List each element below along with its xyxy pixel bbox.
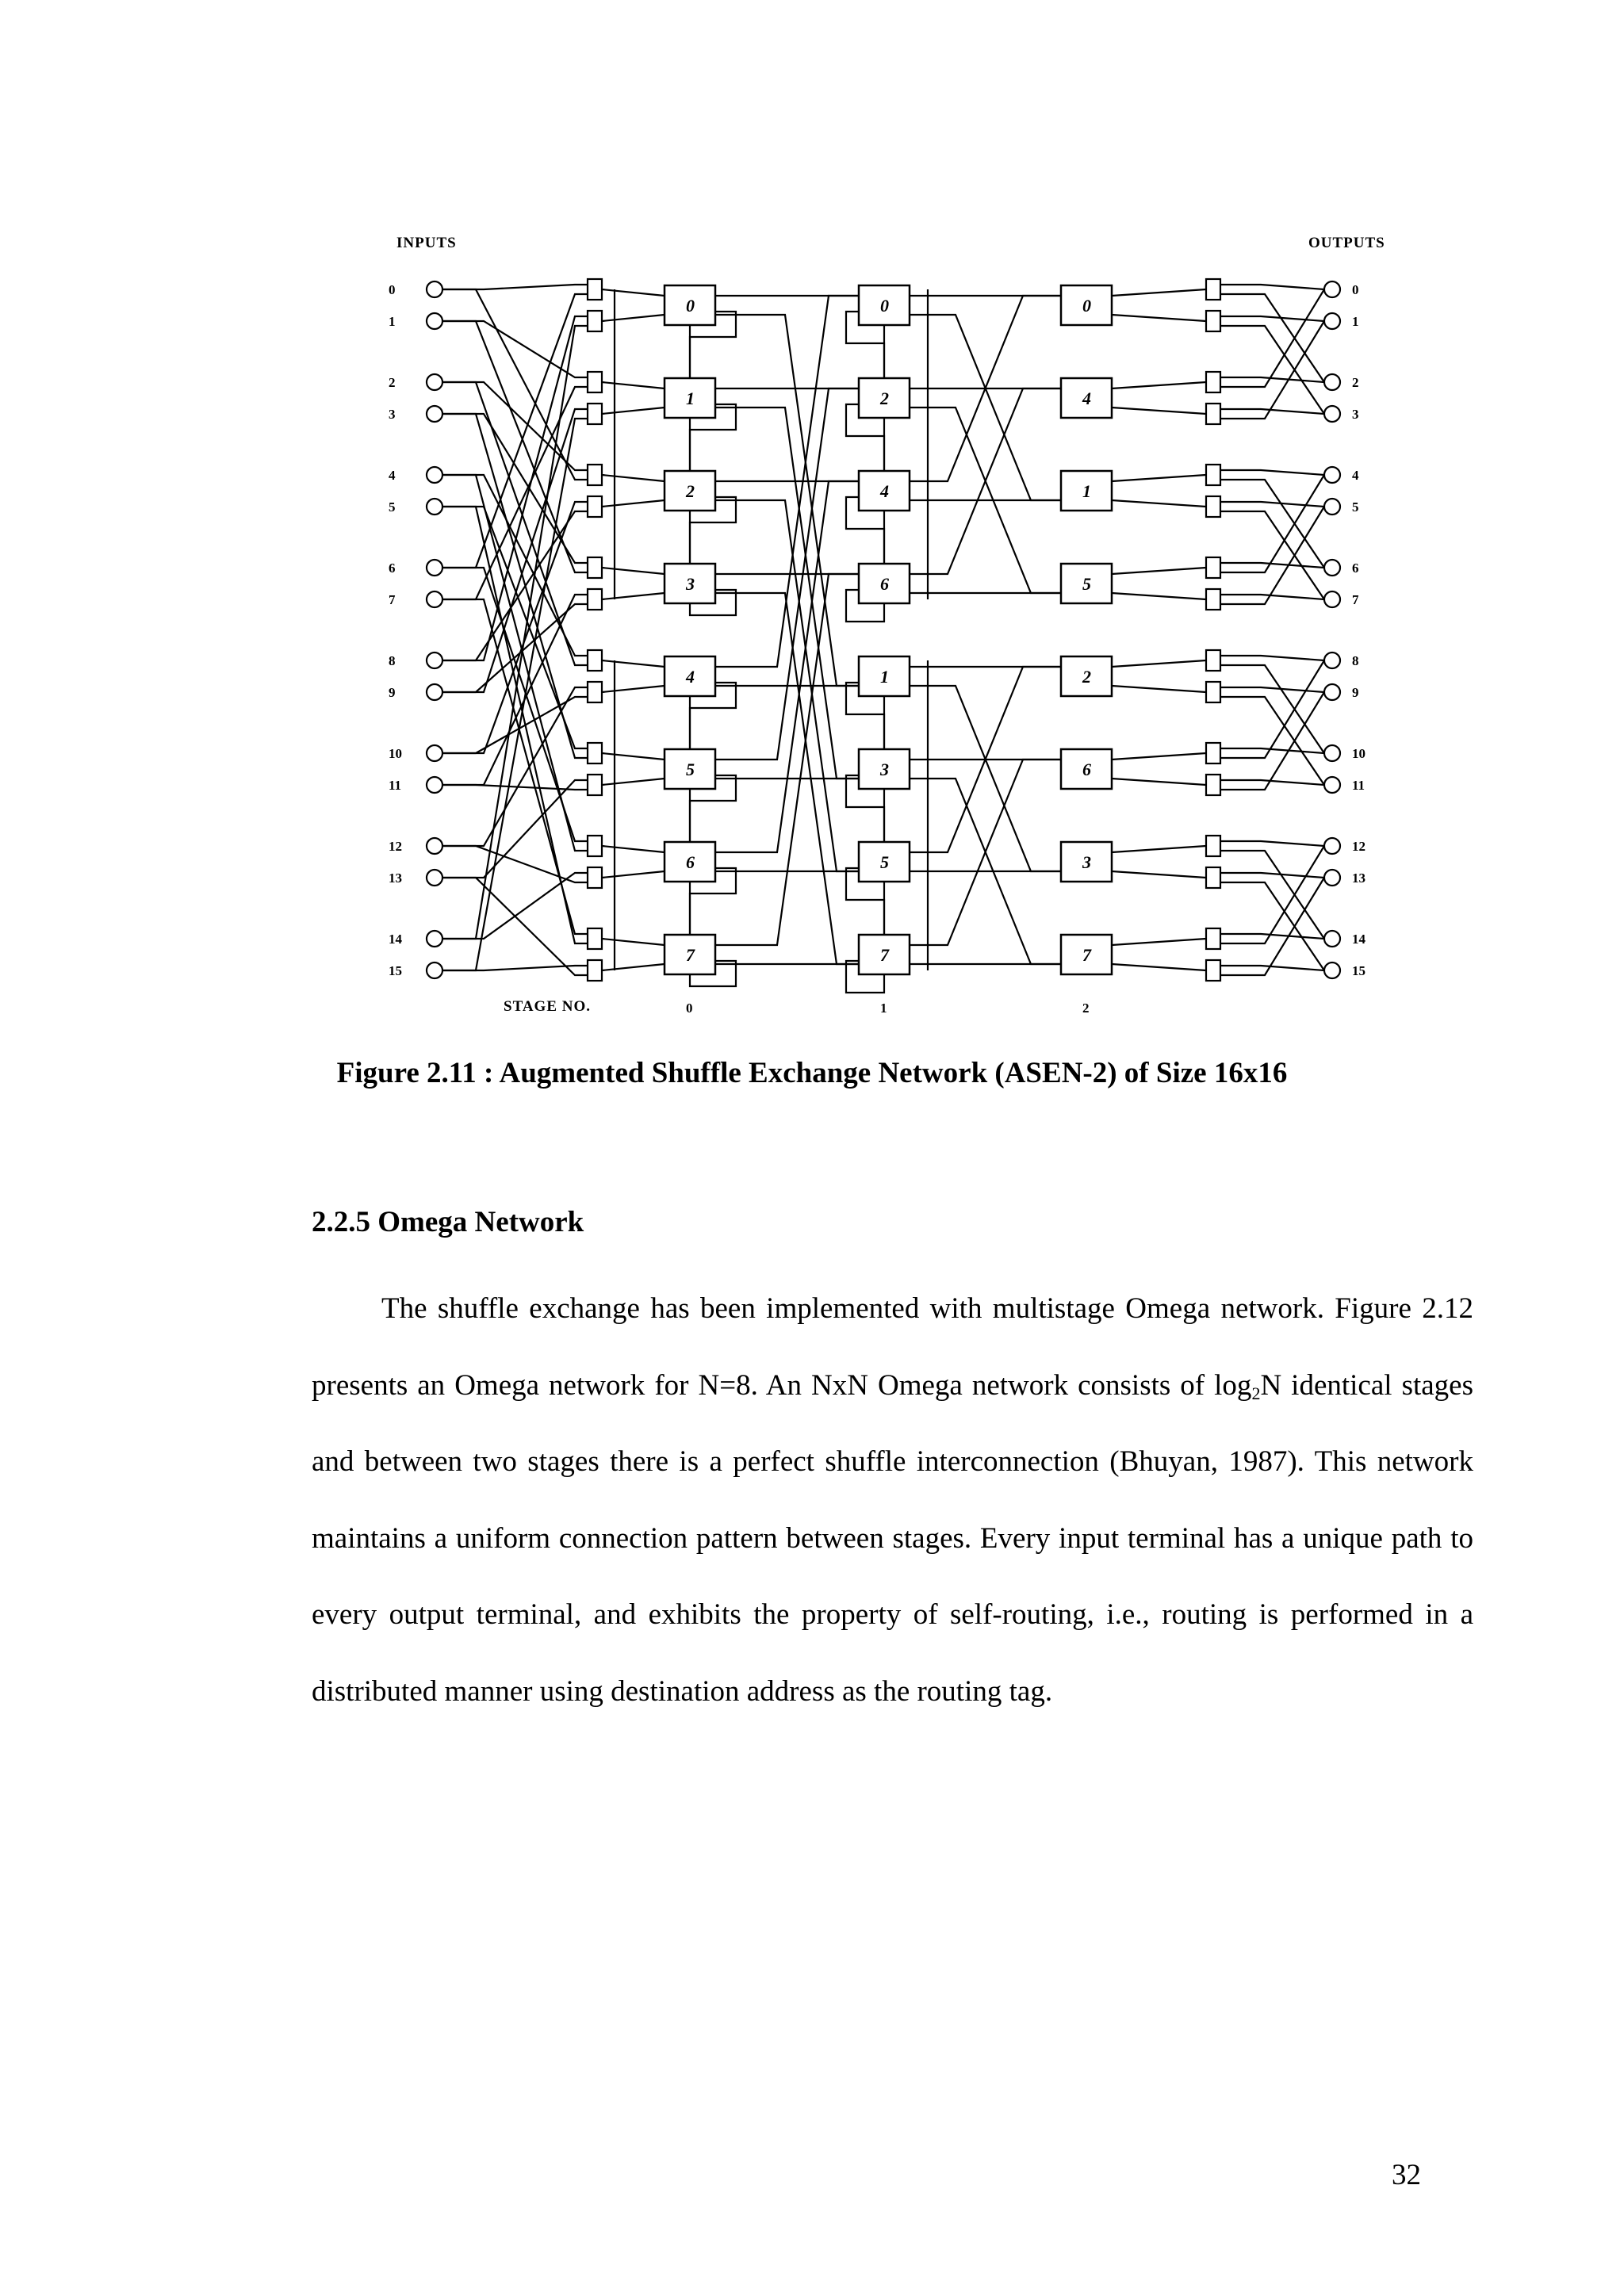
- input-terminal: [427, 281, 442, 297]
- stage-number: 1: [880, 1001, 887, 1016]
- stage-label: STAGE NO.: [504, 998, 592, 1015]
- out-fan: [1220, 316, 1324, 321]
- out-fan: [1220, 882, 1324, 970]
- asen-network-diagram: [389, 226, 1419, 1019]
- network-nodes: [427, 279, 1340, 981]
- output-terminal: [1324, 684, 1340, 700]
- output-terminal: [1324, 374, 1340, 390]
- input-label: 4: [389, 468, 396, 483]
- output-multiplexer: [1206, 589, 1220, 610]
- output-label: 2: [1352, 375, 1359, 390]
- figure-caption: Figure 2.11 : Augmented Shuffle Exchange Network (ASEN-2) of Size 16x16: [336, 1057, 1288, 1089]
- mux-to-switch-wire: [602, 939, 665, 945]
- output-terminal: [1324, 499, 1340, 515]
- output-terminal: [1324, 838, 1340, 854]
- stage0-switch-label: 4: [686, 667, 695, 687]
- stage2-switch-label: 0: [1082, 296, 1091, 316]
- stage2-switch-label: 3: [1082, 852, 1091, 872]
- output-multiplexer: [1206, 372, 1220, 392]
- output-terminal: [1324, 962, 1340, 978]
- input-label: 8: [389, 653, 396, 668]
- input-multiplexer: [588, 496, 602, 517]
- stage1-switch-label: 1: [880, 667, 889, 687]
- output-multiplexer: [1206, 404, 1220, 424]
- output-label: 4: [1352, 468, 1359, 483]
- out-fan: [1220, 595, 1324, 599]
- output-label: 8: [1352, 653, 1359, 668]
- out-wire: [1112, 939, 1206, 945]
- stage-numbers: [686, 1001, 1090, 1016]
- out-fan: [1220, 502, 1324, 507]
- inputs-label: INPUTS: [396, 235, 457, 251]
- output-label: 5: [1352, 499, 1359, 515]
- output-terminal: [1324, 652, 1340, 668]
- input-label: 12: [389, 839, 402, 854]
- input-terminal: [427, 406, 442, 422]
- output-label: 14: [1352, 932, 1365, 947]
- output-multiplexer: [1206, 279, 1220, 300]
- out-fan: [1220, 934, 1324, 939]
- output-label: 9: [1352, 685, 1359, 700]
- output-terminal: [1324, 591, 1340, 607]
- input-label: 6: [389, 561, 396, 576]
- mux-to-switch-wire: [602, 408, 665, 414]
- input-label: 7: [389, 592, 396, 607]
- mux-to-switch-wire: [602, 500, 665, 507]
- out-fan: [1220, 326, 1324, 414]
- input-terminal: [427, 931, 442, 947]
- stage2-switch-label: 5: [1082, 574, 1091, 594]
- output-multiplexer: [1206, 682, 1220, 702]
- out-wire: [1112, 660, 1206, 667]
- mux-to-switch-wire: [602, 315, 665, 321]
- input-labels: [389, 282, 403, 978]
- section-paragraph: [312, 1271, 1473, 1730]
- stage-number: 0: [686, 1001, 693, 1016]
- out-wire: [1112, 846, 1206, 852]
- input-label: 1: [389, 314, 396, 329]
- input-label: 10: [389, 746, 402, 761]
- input-label: 3: [389, 407, 396, 422]
- output-terminal: [1324, 406, 1340, 422]
- out-fan: [1220, 511, 1324, 599]
- mux-to-switch-wire: [602, 593, 665, 599]
- out-fan: [1220, 285, 1324, 289]
- input-terminal: [427, 684, 442, 700]
- stage-number: 2: [1082, 1001, 1090, 1016]
- output-terminal: [1324, 467, 1340, 483]
- input-terminal: [427, 870, 442, 886]
- out-wire: [1112, 593, 1206, 599]
- output-label: 12: [1352, 839, 1365, 854]
- input-multiplexer: [588, 650, 602, 671]
- output-label: 13: [1352, 871, 1365, 886]
- output-multiplexer: [1206, 311, 1220, 331]
- input-terminal: [427, 777, 442, 793]
- input-label: 13: [389, 871, 402, 886]
- output-multiplexer: [1206, 743, 1220, 763]
- input-label: 15: [389, 963, 402, 978]
- stage1-switch-label: 3: [880, 760, 889, 779]
- out-fan: [1220, 687, 1324, 692]
- stage1-switch-label: 6: [880, 574, 889, 594]
- input-multiplexer: [588, 279, 602, 300]
- out-fan: [1220, 377, 1324, 382]
- paragraph-text-2: N identical stages and between two stages there is a perfect shuffle interconnection (Bhuyan, 1987). This network maintains a uniform connection pattern between stages. Every input terminal has a unique path to every output terminal, and exhibits the property of self-routing, i.e., routing is performed in a distributed manner using destination address as the routing tag.: [312, 1368, 1473, 1708]
- stage2-switch-label: 6: [1082, 760, 1091, 779]
- input-label: 9: [389, 685, 396, 700]
- mux-to-switch-wire: [602, 964, 665, 970]
- shuffle-wire: [442, 475, 588, 656]
- output-multiplexer: [1206, 836, 1220, 856]
- shuffle-wire: [442, 878, 588, 975]
- shuffle-wire: [442, 599, 588, 934]
- stage1-switch-label: 7: [880, 945, 889, 965]
- out-wire: [1112, 871, 1206, 878]
- mux-to-switch-wire: [602, 568, 665, 574]
- out-fan: [1220, 841, 1324, 846]
- output-multiplexer: [1206, 557, 1220, 578]
- out-wire: [1112, 686, 1206, 692]
- stage0-switch-label: 1: [686, 388, 695, 408]
- input-terminal: [427, 499, 442, 515]
- out-wire: [1112, 964, 1206, 970]
- output-multiplexer: [1206, 465, 1220, 485]
- output-label: 1: [1352, 314, 1359, 329]
- stage1-switch-label: 0: [880, 296, 889, 316]
- output-multiplexer: [1206, 928, 1220, 949]
- mux-to-switch-wire: [602, 382, 665, 388]
- input-multiplexer: [588, 928, 602, 949]
- output-multiplexer: [1206, 960, 1220, 981]
- input-terminal: [427, 745, 442, 761]
- stage0-switch-label: 2: [686, 481, 695, 501]
- mux-to-switch-wire: [602, 289, 665, 296]
- out-wire: [1112, 382, 1206, 388]
- output-terminal: [1324, 745, 1340, 761]
- input-label: 14: [389, 932, 402, 947]
- out-wire: [1112, 315, 1206, 321]
- out-wire: [1112, 779, 1206, 785]
- out-wire: [1112, 408, 1206, 414]
- mux-to-switch-wire: [602, 779, 665, 785]
- output-label: 15: [1352, 963, 1365, 978]
- section-heading: 2.2.5 Omega Network: [312, 1206, 584, 1238]
- input-label: 0: [389, 282, 396, 297]
- stage2-switch-label: 7: [1082, 945, 1091, 965]
- output-terminal: [1324, 281, 1340, 297]
- output-multiplexer: [1206, 775, 1220, 795]
- output-terminal: [1324, 931, 1340, 947]
- input-multiplexer: [588, 867, 602, 888]
- input-multiplexer: [588, 775, 602, 795]
- out-fan: [1220, 697, 1324, 785]
- out-fan: [1220, 780, 1324, 785]
- stage2-switch-label: 4: [1082, 388, 1091, 408]
- input-label: 11: [389, 778, 402, 793]
- outputs-label: OUTPUTS: [1308, 235, 1385, 251]
- out-fan: [1220, 563, 1324, 568]
- mux-to-switch-wire: [602, 871, 665, 878]
- input-multiplexer: [588, 465, 602, 485]
- out-wire: [1112, 753, 1206, 760]
- stage0-switch-label: 0: [686, 296, 695, 316]
- stage0-switch-label: 5: [686, 760, 695, 779]
- output-multiplexer: [1206, 650, 1220, 671]
- output-label: 11: [1352, 778, 1365, 793]
- paragraph-text-1: The shuffle exchange has been implemented with multistage Omega network. Figure 2.12 presents an Omega network for N=8. An NxN Omega network consists of log: [312, 1292, 1473, 1402]
- input-multiplexer: [588, 557, 602, 578]
- page-number: 32: [1392, 2159, 1421, 2191]
- mux-to-switch-wire: [602, 753, 665, 760]
- mux-to-switch-wire: [602, 686, 665, 692]
- out-fan: [1220, 409, 1324, 414]
- output-label: 3: [1352, 407, 1359, 422]
- shuffle-wire: [442, 316, 588, 660]
- shuffle-wire: [442, 780, 588, 878]
- output-label: 10: [1352, 746, 1365, 761]
- shuffle-wire: [442, 321, 588, 572]
- output-multiplexer: [1206, 496, 1220, 517]
- out-wire: [1112, 475, 1206, 481]
- output-multiplexer: [1206, 867, 1220, 888]
- input-multiplexer: [588, 589, 602, 610]
- output-terminal: [1324, 313, 1340, 329]
- output-label: 6: [1352, 561, 1359, 576]
- stage0-switch-label: 3: [686, 574, 695, 594]
- stage0-switch-label: 7: [686, 945, 695, 965]
- mux-to-switch-wire: [602, 660, 665, 667]
- input-multiplexer: [588, 311, 602, 331]
- output-labels: [1352, 282, 1366, 978]
- stage0-switch-label: 6: [686, 852, 695, 872]
- mux-to-switch-wire: [602, 846, 665, 852]
- input-multiplexer: [588, 682, 602, 702]
- input-terminal: [427, 374, 442, 390]
- out-wire: [1112, 500, 1206, 507]
- stage1-switch-label: 5: [880, 852, 889, 872]
- input-terminal: [427, 313, 442, 329]
- stage2-switch-label: 1: [1082, 481, 1091, 501]
- input-label: 5: [389, 499, 396, 515]
- out-fan: [1220, 873, 1324, 878]
- input-label: 2: [389, 375, 396, 390]
- input-terminal: [427, 838, 442, 854]
- input-multiplexer: [588, 960, 602, 981]
- input-terminal: [427, 591, 442, 607]
- input-multiplexer: [588, 743, 602, 763]
- output-label: 0: [1352, 282, 1359, 297]
- out-wire: [1112, 568, 1206, 574]
- input-terminal: [427, 560, 442, 576]
- output-terminal: [1324, 870, 1340, 886]
- stage2-switch-label: 2: [1082, 667, 1091, 687]
- mux-to-switch-wire: [602, 475, 665, 481]
- output-terminal: [1324, 777, 1340, 793]
- out-wire: [1112, 289, 1206, 296]
- out-fan: [1220, 470, 1324, 475]
- input-multiplexer: [588, 404, 602, 424]
- stage1-switch-label: 2: [880, 388, 889, 408]
- input-terminal: [427, 467, 442, 483]
- input-multiplexer: [588, 836, 602, 856]
- paragraph-subscript: 2: [1251, 1383, 1261, 1403]
- out-fan: [1220, 966, 1324, 970]
- input-terminal: [427, 962, 442, 978]
- input-terminal: [427, 652, 442, 668]
- out-fan: [1220, 656, 1324, 660]
- output-label: 7: [1352, 592, 1359, 607]
- input-multiplexer: [588, 372, 602, 392]
- output-terminal: [1324, 560, 1340, 576]
- stage1-switch-label: 4: [880, 481, 889, 501]
- out-fan: [1220, 748, 1324, 753]
